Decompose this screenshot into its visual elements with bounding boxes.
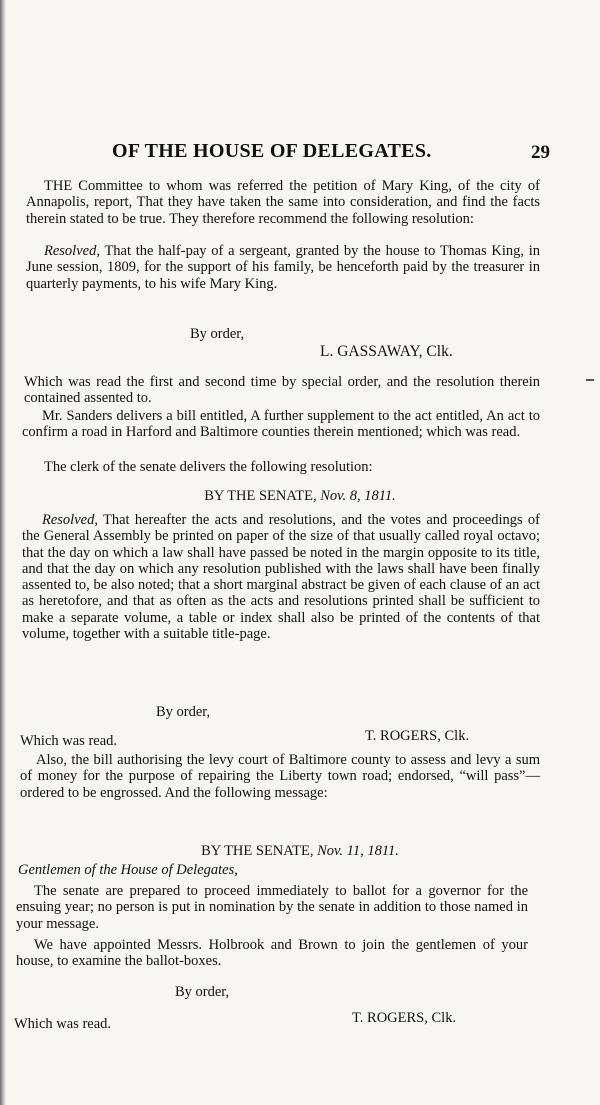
- running-header: [60, 140, 550, 170]
- resolution-text: That the half-pay of a sergeant, granted by the house to Thomas King, in June session, 1809, for the support of his family, be henceforth paid by the treasurer in quarterly payments, to his wife Mary King.: [26, 243, 540, 292]
- paragraph-ballot-governor: The senate are prepared to proceed immediately to ballot for a governor for the ensuing year; no person is put in nomination by the senate in addition to those named in your message.: [16, 883, 528, 932]
- resolved-label: Resolved,: [44, 243, 100, 259]
- senate-heading-2: [0, 843, 600, 859]
- by-order-3: By order,: [175, 984, 230, 1000]
- by-order-2: By order,: [156, 704, 211, 720]
- by-order-1: By order,: [190, 326, 245, 342]
- paragraph-resolution-printing: [22, 512, 540, 642]
- paragraph-sanders-bill: Mr. Sanders delivers a bill entitled, A further supplement to the act entitled, An act to confirm a road in Harford and Baltimore counties therein mentioned; which was read.: [22, 408, 540, 441]
- paragraph-read-and-assented: Which was read the first and second time by special order, and the resolution therein contained assented to.: [24, 374, 540, 407]
- paragraph-clerk-delivers: The clerk of the senate delivers the following resolution:: [44, 459, 373, 475]
- senate-heading-date: Nov. 8, 1811.: [320, 488, 396, 504]
- senate-heading-label: BY THE SENATE,: [201, 843, 314, 859]
- resolved-label: Resolved,: [42, 512, 98, 528]
- clerk-signature-rogers-2: T. ROGERS, Clk.: [352, 1010, 457, 1026]
- senate-heading-1: [0, 488, 600, 504]
- paragraph-committee-report: THE Committee to whom was referred the petition of Mary King, of the city of Annapolis, report, That they have taken the same into consideration, and find the facts therein stated to be true. They therefore recommend the following resolution:: [26, 178, 540, 227]
- clerk-signature-rogers-1: T. ROGERS, Clk.: [365, 728, 470, 744]
- page-number: 29: [531, 142, 550, 163]
- paragraph-appointed-messrs: We have appointed Messrs. Holbrook and Brown to join the gentlemen of your house, to examine the ballot-boxes.: [16, 937, 528, 970]
- which-was-read-2: Which was read.: [20, 733, 118, 749]
- paragraph-resolution-half-pay: [26, 243, 540, 292]
- resolution-text: That hereafter the acts and resolutions, and the votes and proceedings of the General Assembly be printed on paper of the size of that usually called royal octavo; that the day on which a law shall have passed be noted in the margin opposite to its title, and that the day on which any resolution published with the laws shall have been finally assented to, be also noted; that a short marginal abstract be given of each clause of an act as heretofore, and that as often as the acts and resolutions printed shall be sufficient to make a separate volume, a table or index shall also be printed of the contents of that volume, together with a suitable title-page.: [22, 512, 540, 643]
- page-title: OF THE HOUSE OF DELEGATES.: [112, 140, 432, 162]
- senate-heading-label: BY THE SENATE,: [204, 488, 317, 504]
- paragraph-liberty-road-bill: Also, the bill authorising the levy court of Baltimore county to assess and levy a sum of money for the purpose of repairing the Liberty town road; endorsed, “will pass”—ordered to be engrossed. And the following message:: [20, 752, 540, 801]
- message-salutation: Gentlemen of the House of Delegates,: [18, 862, 238, 878]
- which-was-read-3: Which was read.: [14, 1016, 112, 1032]
- clerk-signature-gassaway: L. GASSAWAY, Clk.: [320, 343, 453, 360]
- senate-heading-date: Nov. 11, 1811.: [317, 843, 399, 859]
- page-binding-edge: [0, 0, 6, 1105]
- margin-mark: [586, 379, 594, 381]
